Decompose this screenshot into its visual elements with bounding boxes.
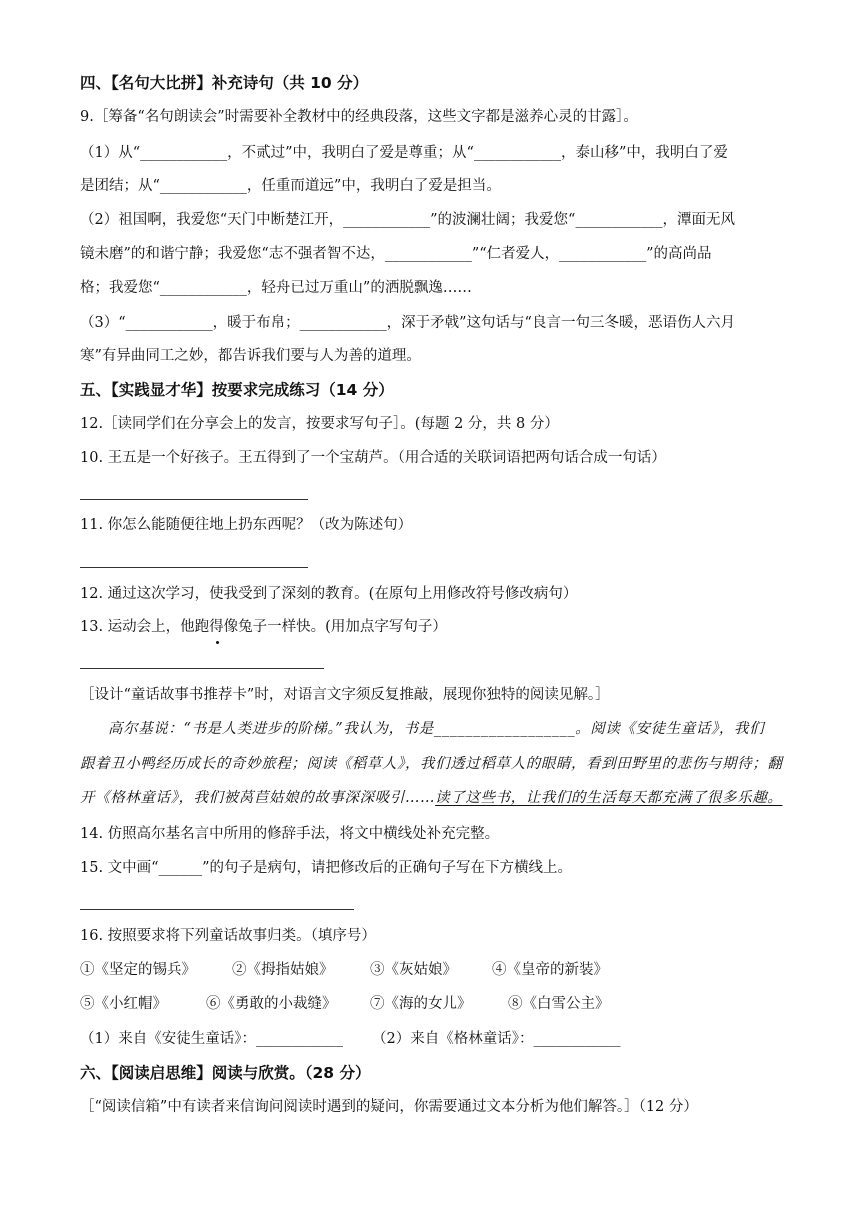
emphasis-dot bbox=[216, 641, 219, 644]
story-item: ⑥《勇敢的小裁缝》 bbox=[206, 996, 337, 1012]
story-item: ⑤《小红帽》 bbox=[80, 996, 167, 1012]
part-2-line-1: （2）祖国啊，我爱您“天门中断楚江开，____________”的波澜壮阔；我爱您“____________，潭面无风 bbox=[80, 212, 735, 228]
section-5-heading: 五、【实践显才华】按要求完成练习（14 分） bbox=[80, 381, 394, 399]
classification-fill-2[interactable]: （2）来自《格林童话》：____________ bbox=[372, 1031, 621, 1047]
answer-line-q13[interactable] bbox=[80, 668, 324, 669]
question-16: 16. 按照要求将下列童话故事归类。（填序号） bbox=[80, 928, 376, 944]
passage-line-1: 高尔基说：“书是人类进步的阶梯。”我认为，书是__________________。阅读《安徒生童话》，我们 bbox=[108, 721, 765, 737]
question-11: 11. 你怎么能随便往地上扔东西呢？（改为陈述句） bbox=[80, 517, 413, 533]
story-item: ⑧《白雪公主》 bbox=[508, 996, 610, 1012]
part-2-line-3: 格；我爱您“____________，轻舟已过万重山”的洒脱飘逸…… bbox=[80, 280, 472, 296]
question-14: 14. 仿照高尔基名言中所用的修辞手法，将文中横线处补充完整。 bbox=[80, 826, 500, 842]
passage-line-3-plain: 开《格林童话》，我们被莴苣姑娘的故事深深吸引…… bbox=[80, 790, 436, 806]
story-item: ③《灰姑娘》 bbox=[370, 962, 457, 978]
part-1-line-1: （1）从“____________，不贰过”中，我明白了爱是尊重；从“____________，泰山移”中，我明白了爱 bbox=[80, 145, 728, 161]
part-1-line-2: 是团结；从“____________，任重而道远”中，我明白了爱是担当。 bbox=[80, 178, 501, 194]
question-13: 13. 运动会上，他跑得像兔子一样快。(用加点字写句子） bbox=[80, 619, 447, 635]
story-item: ②《拇指姑娘》 bbox=[232, 962, 334, 978]
story-item: ⑦《海的女儿》 bbox=[370, 996, 472, 1012]
section-4-heading: 四、【名句大比拼】补充诗句（共 10 分） bbox=[80, 74, 369, 92]
section-6-heading: 六、【阅读启思维】阅读与欣赏。（28 分） bbox=[80, 1064, 371, 1082]
answer-line-q10[interactable] bbox=[80, 499, 308, 500]
answer-line-q11[interactable] bbox=[80, 567, 308, 568]
part-3-line-2: 寒”有异曲同工之妙，都告诉我们要与人为善的道理。 bbox=[80, 348, 421, 364]
passage-line-3 bbox=[80, 788, 782, 808]
passage-line-2: 跟着丑小鸭经历成长的奇妙旅程；阅读《稻草人》，我们透过稻草人的眼睛，看到田野里的悲伤与期待；翻 bbox=[80, 756, 783, 772]
answer-line-q15[interactable] bbox=[80, 909, 354, 910]
design-card-intro: ［设计“童话故事书推荐卡”时，对语言文字须反复推敲，展现你独特的阅读见解。］ bbox=[80, 687, 610, 703]
underlined-sentence: 读了这些书，让我们的生活每天都充满了很多乐趣。 bbox=[435, 790, 783, 806]
question-12: 12. 通过这次学习，使我受到了深刻的教育。(在原句上用修改符号修改病句） bbox=[80, 586, 578, 602]
question-15: 15. 文中画“______”的句子是病句，请把修改后的正确句子写在下方横线上。 bbox=[80, 860, 572, 876]
part-2-line-2: 镜未磨”的和谐宁静；我爱您“志不强者智不达，____________”“仁者爱人，____________”的高尚品 bbox=[80, 246, 712, 262]
section-6-intro: ［“阅读信箱”中有读者来信询问阅读时遇到的疑问，你需要通过文本分析为他们解答。］（12 分） bbox=[80, 1099, 698, 1115]
question-9-intro: 9.［筹备“名句朗读会”时需要补全教材中的经典段落，这些文字都是滋养心灵的甘露］。 bbox=[80, 109, 638, 125]
story-item: ①《坚定的锡兵》 bbox=[80, 962, 196, 978]
question-12-intro: 12.［读同学们在分享会上的发言，按要求写句子］。(每题 2 分，共 8 分） bbox=[80, 416, 559, 432]
part-3-line-1: （3）“____________，暖于布帛；____________，深于矛戟”这句话与“良言一句三冬暖，恶语伤人六月 bbox=[80, 315, 735, 331]
classification-fill-1[interactable]: （1）来自《安徒生童话》：____________ bbox=[80, 1031, 343, 1047]
question-10: 10. 王五是一个好孩子。王五得到了一个宝葫芦。（用合适的关联词语把两句话合成一句话） bbox=[80, 450, 666, 466]
story-item: ④《皇帝的新装》 bbox=[492, 962, 608, 978]
